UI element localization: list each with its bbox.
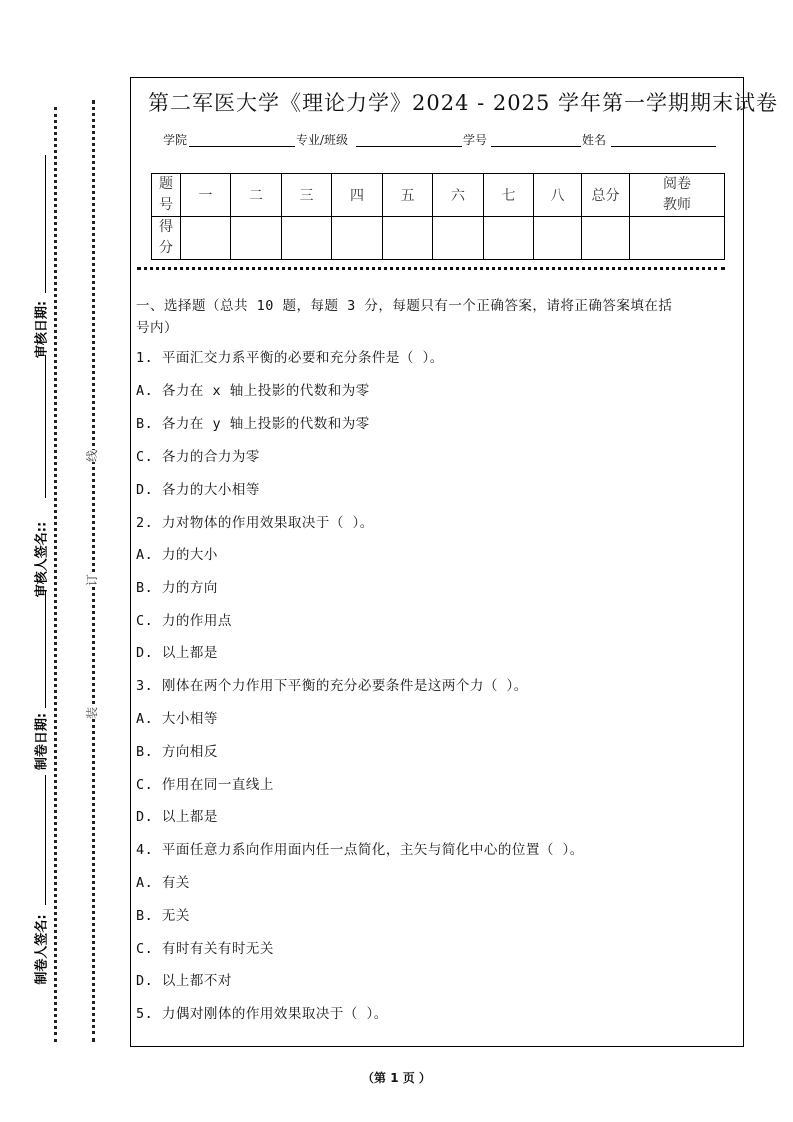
college-label: 学院 bbox=[163, 133, 188, 147]
score-table bbox=[151, 173, 725, 260]
grader-cell[interactable] bbox=[630, 217, 725, 260]
review-signature-line bbox=[45, 355, 46, 498]
score-cell-total[interactable] bbox=[582, 217, 630, 260]
question-number-header bbox=[152, 174, 181, 217]
header-char: 分 bbox=[159, 240, 173, 256]
inner-dotted-line bbox=[54, 107, 57, 1042]
question-3-option-b: B. 方向相反 bbox=[136, 744, 218, 760]
col-header-5: 五 bbox=[383, 174, 433, 217]
score-cell-5[interactable] bbox=[383, 217, 433, 260]
question-1-option-b: B. 各力在 y 轴上投影的代数和为零 bbox=[136, 416, 370, 432]
binding-char-xian: 线 bbox=[85, 449, 100, 463]
score-cell-6[interactable] bbox=[433, 217, 484, 260]
col-header-6: 六 bbox=[433, 174, 484, 217]
paper-date-line bbox=[45, 775, 46, 905]
page-number: （第 1 页 ） bbox=[362, 1071, 431, 1085]
college-field[interactable] bbox=[189, 146, 295, 147]
question-1-option-a: A. 各力在 x 轴上投影的代数和为零 bbox=[136, 383, 370, 399]
col-header-3: 三 bbox=[282, 174, 332, 217]
score-row-header bbox=[152, 217, 181, 260]
review-date-line bbox=[45, 155, 46, 293]
col-header-1: 一 bbox=[181, 174, 231, 217]
question-2-option-a: A. 力的大小 bbox=[136, 547, 218, 563]
question-2-stem: 2. 力对物体的作用效果取决于（ ）。 bbox=[136, 515, 374, 531]
question-1-option-c: C. 各力的合力为零 bbox=[136, 449, 260, 465]
col-header-total: 总分 bbox=[582, 174, 630, 217]
section-heading-line1: 一、选择题（总共 10 题，每题 3 分，每题只有一个正确答案，请将正确答案填在括 bbox=[136, 298, 673, 314]
question-4-option-a: A. 有关 bbox=[136, 875, 190, 891]
col-header-8: 八 bbox=[534, 174, 582, 217]
question-2-option-b: B. 力的方向 bbox=[136, 580, 218, 596]
student-id-label: 学号 bbox=[463, 133, 488, 147]
question-3-option-a: A. 大小相等 bbox=[136, 711, 218, 727]
review-date-label: 审核日期: bbox=[34, 300, 50, 359]
section-heading-line2: 号内） bbox=[136, 320, 178, 336]
question-4-option-b: B. 无关 bbox=[136, 908, 190, 924]
grader-header bbox=[630, 174, 725, 217]
question-3-stem: 3. 刚体在两个力作用下平衡的充分必要条件是这两个力（ ）。 bbox=[136, 678, 528, 694]
paper-date-label: 制卷日期: bbox=[34, 712, 50, 771]
name-label: 姓名 bbox=[582, 133, 607, 147]
dotted-separator bbox=[137, 267, 725, 270]
header-char: 题 bbox=[159, 176, 173, 192]
question-2-option-d: D. 以上都是 bbox=[136, 645, 218, 661]
score-cell-2[interactable] bbox=[231, 217, 282, 260]
exam-title: 第二军医大学《理论力学》2024 - 2025 学年第一学期期末试卷 bbox=[148, 91, 779, 115]
header-char: 得 bbox=[159, 219, 173, 235]
score-cell-1[interactable] bbox=[181, 217, 231, 260]
header-char: 号 bbox=[159, 197, 173, 213]
binding-dotted-line bbox=[92, 100, 95, 1042]
header-line: 教师 bbox=[663, 197, 691, 213]
score-cell-3[interactable] bbox=[282, 217, 332, 260]
student-id-field[interactable] bbox=[491, 146, 581, 147]
paper-author-label: 制卷人签名: bbox=[34, 914, 50, 985]
score-cell-4[interactable] bbox=[332, 217, 383, 260]
question-4-stem: 4. 平面任意力系向作用面内任一点简化，主矢与简化中心的位置（ ）。 bbox=[136, 842, 584, 858]
binding-char-zhuang: 装 bbox=[85, 706, 100, 720]
score-cell-7[interactable] bbox=[484, 217, 534, 260]
question-4-option-d: D. 以上都不对 bbox=[136, 973, 232, 989]
binding-char-ding: 订 bbox=[85, 573, 100, 587]
col-header-2: 二 bbox=[231, 174, 282, 217]
header-line: 阅卷 bbox=[663, 176, 691, 192]
reviewer-signature-line bbox=[45, 590, 46, 708]
question-3-option-d: D. 以上都是 bbox=[136, 809, 218, 825]
question-4-option-c: C. 有时有关有时无关 bbox=[136, 941, 274, 957]
col-header-4: 四 bbox=[332, 174, 383, 217]
score-cell-8[interactable] bbox=[534, 217, 582, 260]
col-header-7: 七 bbox=[484, 174, 534, 217]
reviewer-signature-label: 审核人签名:: bbox=[34, 521, 50, 598]
question-3-option-c: C. 作用在同一直线上 bbox=[136, 777, 274, 793]
question-1-option-d: D. 各力的大小相等 bbox=[136, 482, 260, 498]
question-2-option-c: C. 力的作用点 bbox=[136, 613, 232, 629]
question-1-stem: 1. 平面汇交力系平衡的必要和充分条件是（ ）。 bbox=[136, 350, 444, 366]
question-5-stem: 5. 力偶对刚体的作用效果取决于（ ）。 bbox=[136, 1006, 388, 1022]
name-field[interactable] bbox=[611, 146, 716, 147]
major-class-field[interactable] bbox=[356, 146, 462, 147]
major-class-label: 专业/班级 bbox=[296, 133, 349, 147]
